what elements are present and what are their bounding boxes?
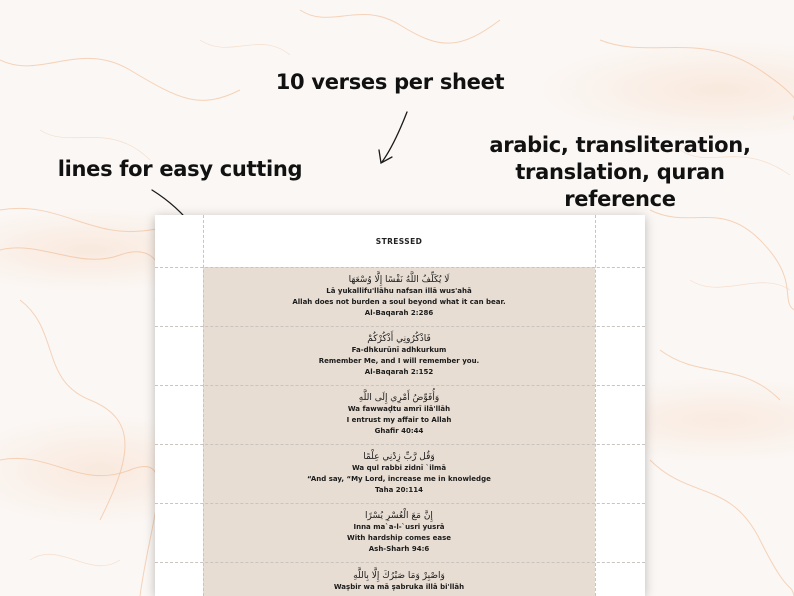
verse-translation: “And say, “My Lord, increase me in knowledge <box>307 475 491 484</box>
verse-card <box>203 444 595 503</box>
cut-line-horizontal <box>155 385 645 386</box>
verse-transliteration: Waṣbir wa mā ṣabruka illā bi'llāh <box>333 583 465 591</box>
verse-card <box>203 326 595 385</box>
cut-line-horizontal <box>155 503 645 504</box>
verse-reference: Ghafir 40:44 <box>374 426 424 435</box>
cut-line-vertical <box>595 215 596 596</box>
annotation-line: reference <box>564 187 676 211</box>
annotation-verses-per-sheet: 10 verses per sheet <box>275 70 505 94</box>
annotation-line: translation, quran <box>515 160 725 184</box>
verse-translation: I entrust my affair to Allah <box>346 416 452 425</box>
verse-arabic: وَقُل رَّبِّ زِدْنِي عِلْمًا <box>363 452 435 463</box>
verse-reference: Al-Baqarah 2:286 <box>364 308 434 317</box>
cut-line-horizontal <box>155 562 645 563</box>
cut-line-horizontal <box>155 326 645 327</box>
annotation-line: arabic, transliteration, <box>489 133 751 157</box>
verse-arabic: وَاصْبِرْ وَمَا صَبْرُكَ إِلَّا بِاللَّهِ <box>353 571 445 581</box>
verse-translation: Remember Me, and I will remember you. <box>318 357 480 366</box>
verse-translation: With hardship comes ease <box>346 534 452 543</box>
verse-transliteration: Inna ma`a-l-`usri yusrā <box>353 523 445 532</box>
cut-line-horizontal <box>155 444 645 445</box>
verse-reference: Ash-Sharh 94:6 <box>368 544 430 553</box>
verse-reference: Taha 20:114 <box>375 485 423 494</box>
arrow-down-icon <box>382 112 407 162</box>
verse-card <box>203 562 595 596</box>
verse-arabic: إِنَّ مَعَ الْعُسْرِ يُسْرًا <box>365 511 433 522</box>
verse-arabic: فَاذْكُرُونِي أَذْكُرْكُمْ <box>367 334 431 345</box>
verse-transliteration: Fa-dhkurūnī adhkurkum <box>351 346 447 355</box>
verse-arabic: لَا يُكَلِّفُ اللَّهُ نَفْسًا إِلَّا وُسْعَهَا <box>348 275 450 286</box>
verse-reference: Al-Baqarah 2:152 <box>364 367 434 376</box>
annotation-cutting-lines: lines for easy cutting <box>57 157 303 181</box>
cut-line-horizontal <box>155 267 645 268</box>
sheet-title: STRESSED <box>375 236 423 246</box>
cut-line-vertical <box>203 215 204 596</box>
verse-arabic: وَأُفَوِّضُ أَمْرِي إِلَى اللَّهِ <box>358 393 440 404</box>
verse-list <box>203 267 595 596</box>
verse-card <box>203 385 595 444</box>
verse-transliteration: Wa fawwaḍtu amrī ilā'llāh <box>347 405 451 414</box>
verse-transliteration: Lā yukallifu'llāhu nafsan illā wus'ahā <box>326 287 472 296</box>
verse-translation: Allah does not burden a soul beyond what it can bear. <box>292 298 506 307</box>
verse-transliteration: Wa qul rabbi zidnī `ilmā <box>351 464 447 473</box>
verse-sheet <box>155 215 645 596</box>
verse-card <box>203 267 595 326</box>
verse-card <box>203 503 595 562</box>
